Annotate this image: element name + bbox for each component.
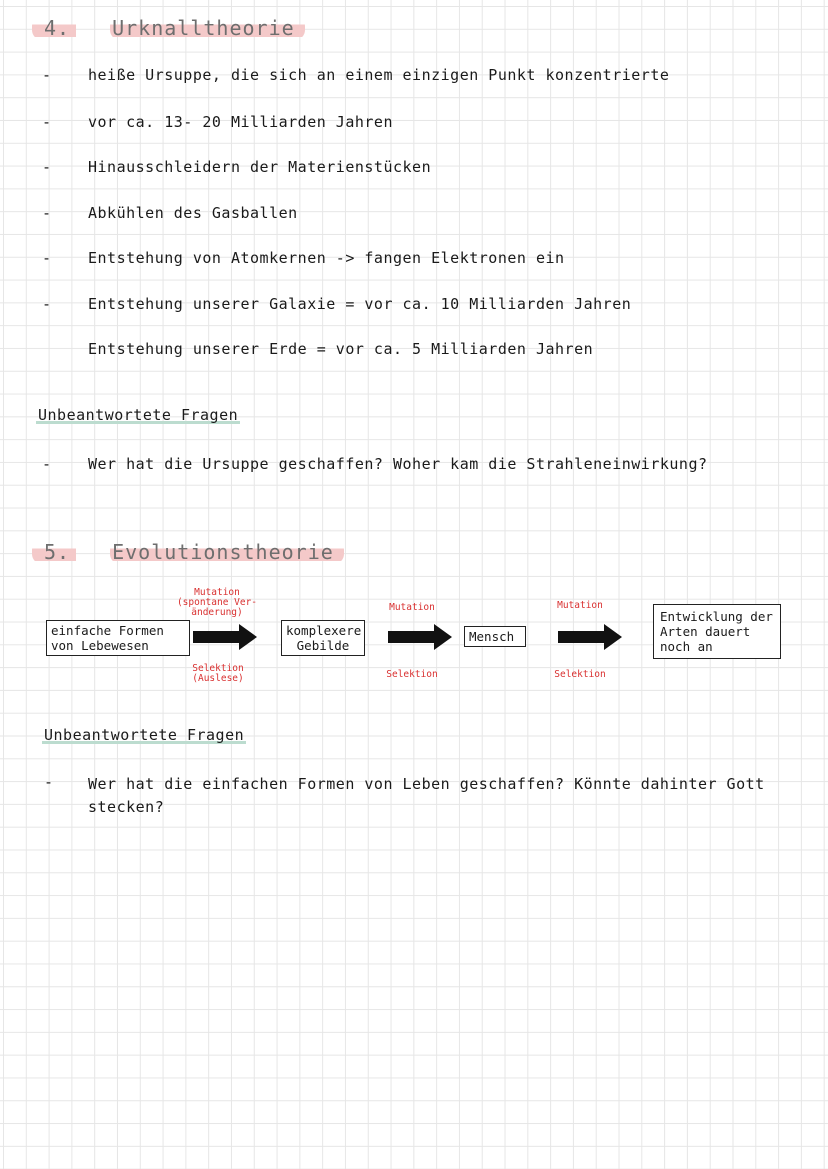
- bullet-dash: -: [42, 113, 52, 131]
- section-5-heading: [32, 540, 344, 564]
- bullet-text: vor ca. 13- 20 Milliarden Jahren: [88, 113, 393, 131]
- section-5-title: Evolutionstheorie: [110, 540, 344, 564]
- questions-heading-5: Unbeantwortete Fragen: [44, 726, 245, 744]
- section-5-number: 5.: [32, 540, 76, 564]
- questions-heading-4: Unbeantwortete Fragen: [38, 406, 239, 424]
- section-4-number: 4.: [32, 16, 76, 40]
- bullet-dash: -: [42, 158, 52, 176]
- bullet-dash: -: [44, 773, 54, 791]
- mutation-label-1: Mutation (spontane Ver- änderung): [176, 587, 258, 618]
- mutation-label-3: Mutation: [557, 600, 603, 611]
- bullet-dash: -: [42, 295, 52, 313]
- right-arrow-icon: [193, 624, 259, 650]
- flow-box-simple-life: einfache Formen von Lebewesen: [46, 620, 190, 656]
- right-arrow-icon: [558, 624, 624, 650]
- mutation-label-2: Mutation: [389, 602, 435, 613]
- bullet-text: heiße Ursuppe, die sich an einem einzigen Punkt konzentrierte: [88, 66, 670, 84]
- flow-box-complex: komplexere Gebilde: [281, 620, 365, 656]
- bullet-text: Entstehung von Atomkernen -> fangen Elektronen ein: [88, 249, 565, 267]
- section-4-title: Urknalltheorie: [110, 16, 305, 40]
- bullet-dash: -: [42, 455, 52, 473]
- bullet-text: Entstehung unserer Galaxie = vor ca. 10 Milliarden Jahren: [88, 295, 632, 313]
- selection-label-3: Selektion: [554, 669, 606, 680]
- question-text: Wer hat die Ursuppe geschaffen? Woher kam die Strahleneinwirkung?: [88, 455, 708, 473]
- right-arrow-icon: [388, 624, 454, 650]
- selection-label-1: Selektion (Auslese): [192, 663, 244, 684]
- selection-label-2: Selektion: [386, 669, 438, 680]
- bullet-text: Abkühlen des Gasballen: [88, 204, 298, 222]
- bullet-dash: -: [42, 66, 52, 84]
- flow-box-ongoing: Entwicklung der Arten dauert noch an: [653, 604, 781, 659]
- question-text: Wer hat die einfachen Formen von Leben geschaffen? Könnte dahinter Gott stecken?: [88, 775, 765, 816]
- bullet-text: Entstehung unserer Erde = vor ca. 5 Milliarden Jahren: [88, 340, 594, 358]
- bullet-dash: -: [42, 204, 52, 222]
- bullet-dash: -: [42, 249, 52, 267]
- bullet-text: Hinausschleidern der Materienstücken: [88, 158, 432, 176]
- section-4-heading: [32, 16, 305, 40]
- flow-box-human: Mensch: [464, 626, 526, 647]
